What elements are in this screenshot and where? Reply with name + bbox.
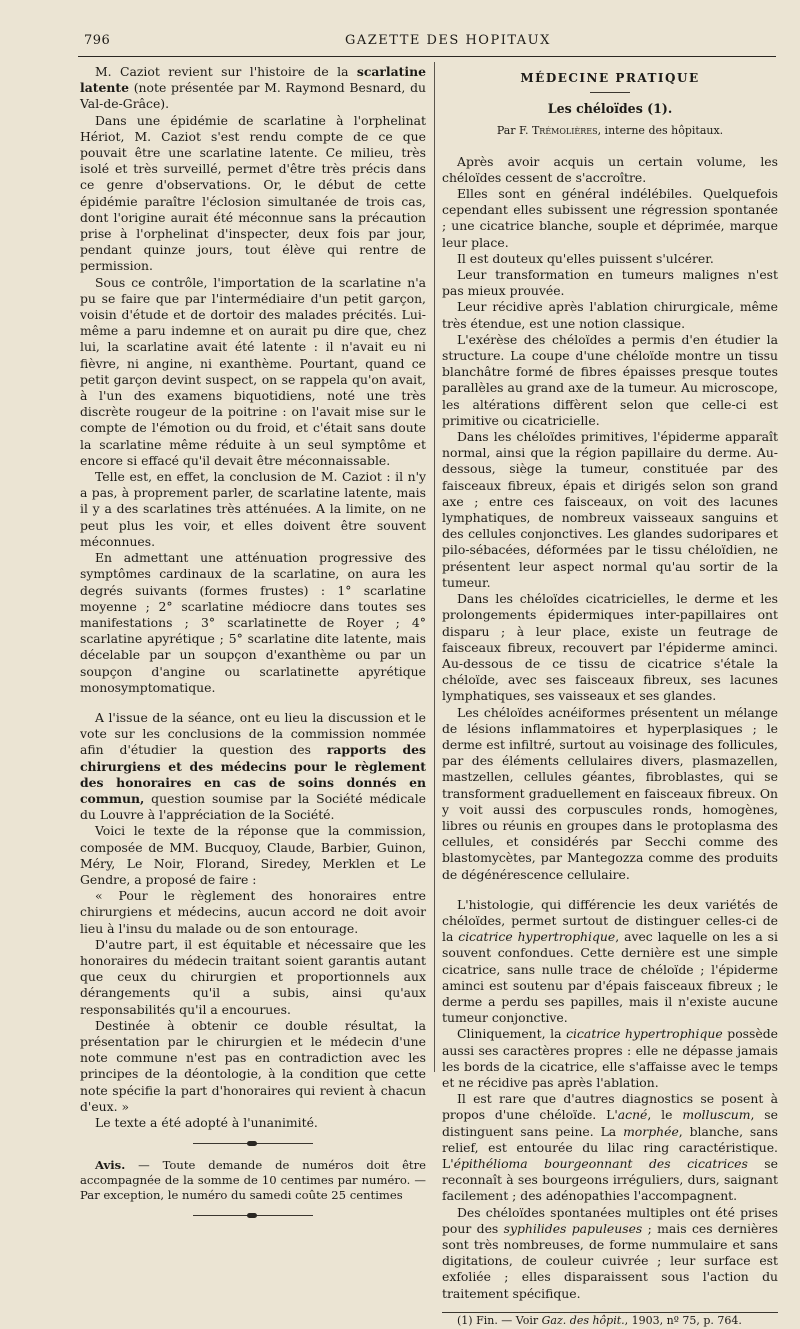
- paragraph: D'autre part, il est équitable et nécessaire que les honoraires du médecin traitant soient garantis autant que ceux du chirurgien et proportionnels aux dérangements qu'il a subis, ainsi qu'aux responsabilités qu'il a encourues.: [80, 936, 426, 1017]
- header-rule: [78, 56, 776, 57]
- paragraph: Dans les chéloïdes cicatricielles, le derme et les prolongements épidermiques inter-papillaires ont disparu ; à leur place, existe un feutrage de faisceaux fibreux, recouvert par l'épiderme aminci. Au-dessous de ce tissu de cicatrice s'étale la chéloïde, avec ses faisceaux fibreux, ses lacunes lymphatiques, ses vaisseaux et ses glandes.: [442, 591, 778, 704]
- paragraph: Sous ce contrôle, l'importation de la scarlatine n'a pu se faire que par l'intermédiaire d'un petit garçon, voisin d'étude et de dortoir des malades précités. Lui-même a paru indemne et on aurait pu dire que, chez lui, la scarlatine avait été latente : il n'avait eu ni fièvre, ni angine, ni exanthème. Pourtant, quand ce petit garçon devint suspect, on se rappela qu'on avait, à l'un des examens biquotidiens, noté une très discrète rougeur de la poitrine : on l'avait mise sur le compte de l'émotion ou du froid, et c'était sans doute la scarlatine même réduite à un seul symptôme et encore si effacé qu'il devait être méconnaissable.: [80, 274, 426, 468]
- paragraph: Après avoir acquis un certain volume, les chéloïdes cessent de s'accroître.: [442, 153, 778, 185]
- paragraph: Leur récidive après l'ablation chirurgicale, même très étendue, est une notion classique.: [442, 299, 778, 331]
- paragraph: Elles sont en général indélébiles. Quelquefois cependant elles subissent une régression spontanée ; une cicatrice blanche, souple et déprimée, marque leur place.: [442, 186, 778, 250]
- paragraph: Voici le texte de la réponse que la commission, composée de MM. Bucquoy, Claude, Barbier, Guinon, Méry, Le Noir, Florand, Siredey, Merklen et Le Gendre, a proposé de faire :: [80, 823, 426, 887]
- paragraph: En admettant une atténuation progressive des symptômes cardinaux de la scarlatine, on aura les degrés suivants (formes frustes) : 1° scarlatine moyenne ; 2° scarlatine médiocre dans toutes ses manifestations ; 3° scarlatinette de Royer ; 4° scarlatine apyrétique ; 5° scarlatine dite latente, mais décelable par un soupçon d'exanthème ou par un soupçon d'angine ou scarlatinette apyrétique monosymptomatique.: [80, 550, 426, 695]
- paragraph: Il est douteux qu'elles puissent s'ulcérer.: [457, 250, 714, 266]
- paragraph: Dans une épidémie de scarlatine à l'orphelinat Hériot, M. Caziot s'est rendu compte de ce que pouvait être une scarlatine latente. Ce milieu, très isolé et très surveillé, permet d'être très précis dans ce genre d'observations. Or, le début de cette épidémie paraître l'éclosion simultanée de trois cas, dont l'origine aurait été méconnue sans la précaution prise à l'orphelinat d'inspecter, deux fois par jour, pendant quinze jours, tout élève qui rentre de permission.: [80, 112, 426, 274]
- paragraph: Le texte a été adopté à l'unanimité.: [95, 1115, 318, 1130]
- page-number: 796: [84, 33, 111, 48]
- article-title: Les chéloïdes (1).: [547, 101, 673, 117]
- column-divider: [434, 62, 435, 1072]
- paragraph: « Pour le règlement des honoraires entre chirurgiens et médecins, aucun accord ne doit avoir lieu à l'insu du malade ou de son entourage.: [80, 888, 426, 936]
- paragraph: Des chéloïdes spontanées multiples ont été prises pour des syphilides papuleuses ; mais ces dernières sont très nombreuses, de forme nummulaire et sans digitations, de couleur cuivrée ; leur surface est exfoliée ; elles disparaissent sous l'action du traitement spécifique.: [442, 1204, 778, 1301]
- paragraph: Il est rare que d'autres diagnostics se posent à propos d'une chéloïde. L'acné, le molluscum, se distinguent sans peine. La morphée, blanche, sans relief, est entourée du lilac ring caractéristique. L'épithélioma bourgeonnant des cicatrices se reconnaît à ses bourgeons irréguliers, durs, saignant facilement ; des adénopathies l'accompagnent.: [442, 1091, 779, 1204]
- ornament-divider: [193, 1143, 313, 1148]
- paragraph: Destinée à obtenir ce double résultat, la présentation par le chirurgien et le médecin d'une note commune n'est pas en contradiction avec les principes de la déontologie, à la condition que cette note spécifie la part d'honoraires qui revient à chacun d'eux. »: [80, 1017, 426, 1114]
- byline: Par F. Trémolières, interne des hôpitaux.: [496, 124, 724, 138]
- paragraph: M. Caziot revient sur l'histoire de la scarlatine latente (note présentée par M. Raymond Besnard, du Val-de-Grâce).: [80, 64, 426, 112]
- paragraph: Les chéloïdes acnéiformes présentent un mélange de lésions inflammatoires et hyperplasiques ; le derme est infiltré, surtout au voisinage des follicules, par des éléments cellulaires divers, plasmazellen, mastzellen, cellules géantes, fibroblastes, qui se transforment graduellement en faisceaux fibreux. On y voit aussi des corpuscules ronds, homogènes, libres ou réunis en groupes dans le protoplasma des cellules, et considérés par Secchi comme des blastomycètes, par Mantegozza comme des produits de dégénérescence cellulaire.: [442, 704, 778, 882]
- paragraph: A l'issue de la séance, ont eu lieu la discussion et le vote sur les conclusions de la commission nommée afin d'étudier la question des rapports des chirurgiens et des médecins pour le règlement des honoraires en cas de soins donnés en commun, question soumise par la Société médicale du Louvre à l'appréciation de la Société.: [80, 709, 426, 823]
- right-column: [442, 64, 778, 1329]
- notice-paragraph: Avis. — Toute demande de numéros doit être accompagnée de la somme de 10 centimes par numéro. — Par exception, le numéro du samedi coûte 25 centimes: [80, 1158, 426, 1203]
- left-column: [80, 64, 426, 1230]
- footnote: (1) Fin. — Voir Gaz. des hôpit., 1903, nº 75, p. 764.: [457, 1313, 742, 1327]
- running-title: GAZETTE DES HOPITAUX: [345, 33, 551, 48]
- ornament-divider: [193, 1215, 313, 1220]
- paragraph: Cliniquement, la cicatrice hypertrophique possède aussi ses caractères propres : elle ne dépasse jamais les bords de la cicatrice, elle s'affaisse avec le temps et ne récidive pas après l'ablation.: [442, 1026, 778, 1090]
- paragraph: L'exérèse des chéloïdes a permis d'en étudier la structure. La coupe d'une chéloïde montre un tissu blanchâtre formé de fibres épaisses presque toutes parallèles au grand axe de la tumeur. Au microscope, les altérations diffèrent selon que celle-ci est primitive ou cicatricielle.: [442, 331, 778, 428]
- paragraph: L'histologie, qui différencie les deux variétés de chéloïdes, permet surtout de distinguer celles-ci de la cicatrice hypertrophique, avec laquelle on les a si souvent confondues. Cette dernière est une simple cicatrice, sans nulle trace de chéloïde ; l'épiderme aminci est soutenu par d'épais faisceaux fibreux ; le derme a perdu ses papilles, mais il n'existe aucune tumeur conjonctive.: [442, 896, 778, 1026]
- paragraph: Leur transformation en tumeurs malignes n'est pas mieux prouvée.: [442, 267, 778, 299]
- short-rule: [590, 92, 630, 93]
- paragraph: Telle est, en effet, la conclusion de M. Caziot : il n'y a pas, à proprement parler, de scarlatine latente, mais il y a des scarlatines très atténuées. A la limite, on ne peut plus les voir, et elles doivent être souvent méconnues.: [80, 469, 426, 549]
- section-title: MÉDECINE PRATIQUE: [520, 71, 700, 85]
- paragraph: Dans les chéloïdes primitives, l'épiderme apparaît normal, ainsi que la région papillaire du derme. Au-dessous, siège la tumeur, constituée par des faisceaux fibreux, épais et dirigés selon son grand axe ; entre ces faisceaux, on voit des lacunes lymphatiques, de nombreux vaisseaux sanguins et des cellules conjonctives. Les glandes sudoripares et pilo-sébacées, déformées par le tissu chéloïdien, ne présentent leur aspect normal qu'au sortir de la tumeur.: [442, 429, 778, 590]
